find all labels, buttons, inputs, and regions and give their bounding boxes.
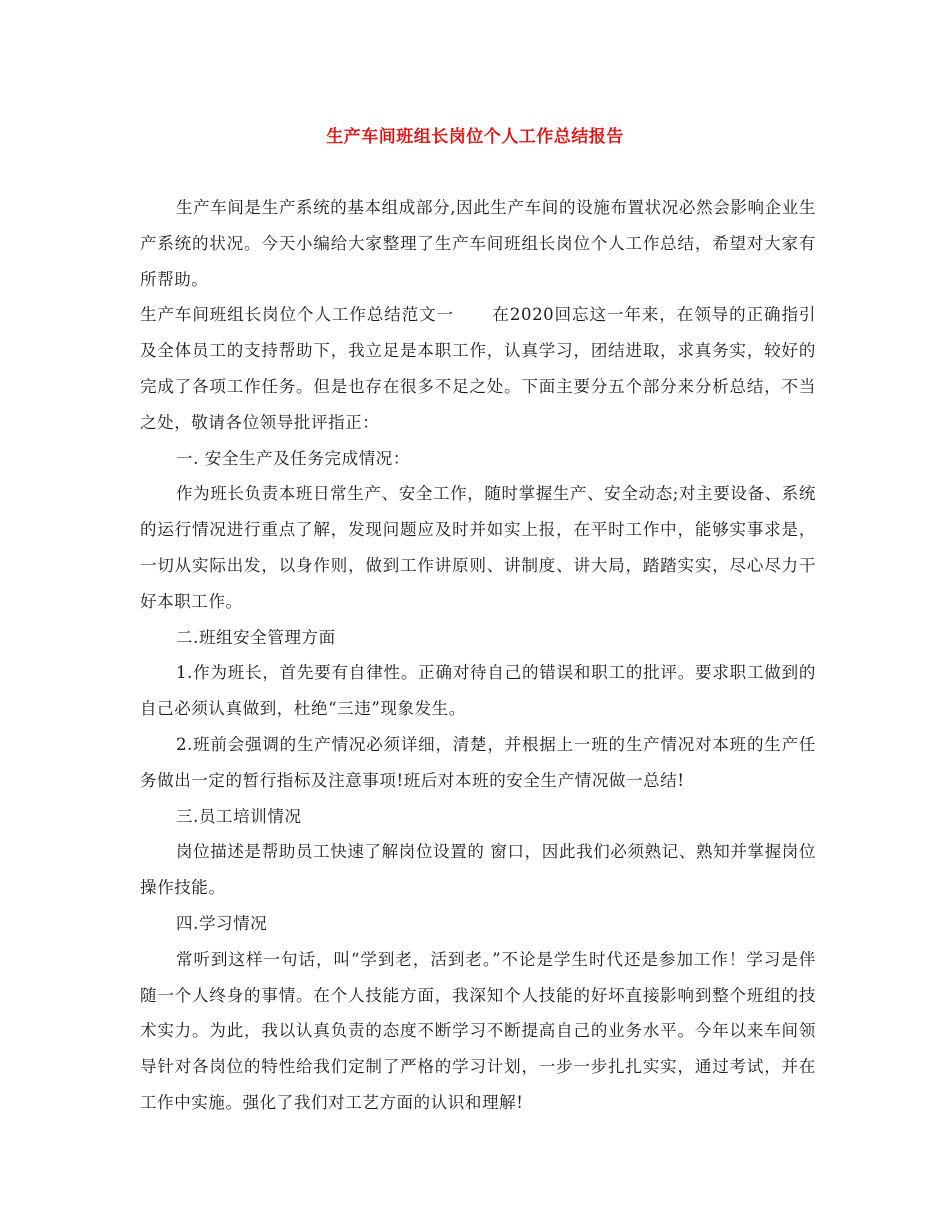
document-body xyxy=(140,190,816,1121)
intro-paragraph: 生产车间是生产系统的基本组成部分,因此生产车间的设施布置状况必然会影响企业生产系统的状况。今天小编给大家整理了生产车间班组长岗位个人工作总结，希望对大家有所帮助。 xyxy=(140,198,816,289)
sample-opening: 在2020回忘这一年来，在领导的正确指引及全体员工的支持帮助下，我立足是本职工作，认真学习，团结进取，求真务实，较好的完成了各项工作任务。但是也存在很多不足之处。下面主要分五个部分来分析总结，不当之处，敬请各位领导批评指正： xyxy=(140,305,816,432)
section2-item1: 1.作为班长，首先要有自律性。正确对待自己的错误和职工的批评。要求职工做到的自己必须认真做到，杜绝“三违”现象发生。 xyxy=(140,663,816,719)
section3-body: 岗位描述是帮助员工快速了解岗位设置的 窗口，因此我们必须熟记、熟知并掌握岗位操作技能。 xyxy=(140,842,816,898)
section4-body: 常听到这样一句话，叫“学到老，活到老。”不论是学生时代还是参加工作！学习是伴随一个人终身的事情。在个人技能方面，我深知个人技能的好坏直接影响到整个班组的技术实力。为此，我以认真负责的态度不断学习不断提高自己的业务水平。今年以来车间领导针对各岗位的特性给我们定制了严格的学习计划，一步一步扎扎实实，通过考试，并在工作中实施。强化了我们对工艺方面的认识和理解! xyxy=(140,949,816,1112)
section1-heading: 一. 安全生产及任务完成情况： xyxy=(176,448,410,468)
section2-item2: 2.班前会强调的生产情况必须详细，清楚，并根据上一班的生产情况对本班的生产任务做出一定的暂行指标及注意事项!班后对本班的安全生产情况做一总结! xyxy=(140,734,816,790)
section2-heading: 二.班组安全管理方面 xyxy=(176,627,336,647)
sample-heading: 生产车间班组长岗位个人工作总结范文一 xyxy=(140,305,455,325)
sample-paragraph xyxy=(140,297,816,440)
section1-body: 作为班长负责本班日常生产、安全工作，随时掌握生产、安全动态;对主要设备、系统的运行情况进行重点了解，发现问题应及时并如实上报，在平时工作中，能够实事求是，一切从实际出发，以身作则，做到工作讲原则、讲制度、讲大局，踏踏实实，尽心尽力干好本职工作。 xyxy=(140,484,816,611)
document-title: 生产车间班组长岗位个人工作总结报告 xyxy=(326,127,624,147)
section4-heading: 四.学习情况 xyxy=(176,913,268,933)
section3-heading: 三.员工培训情况 xyxy=(176,806,302,826)
